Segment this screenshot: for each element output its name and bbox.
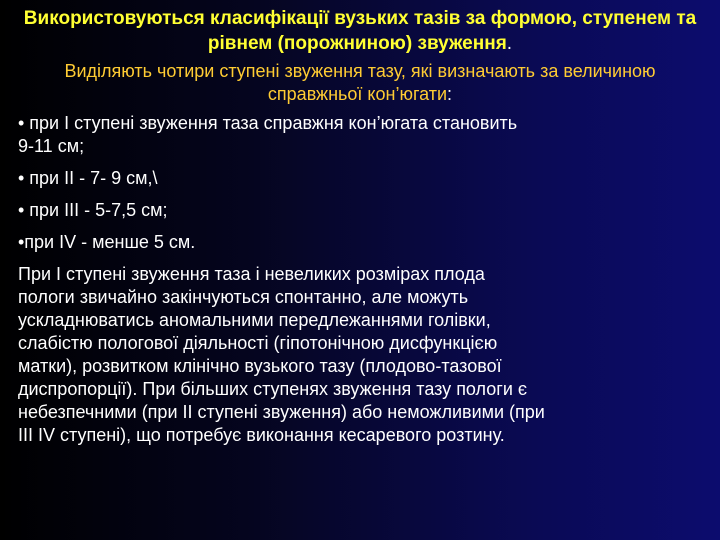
paragraph-line: матки), розвитком клінічно вузького тазу (плодово-тазової: [18, 356, 502, 376]
slide-subtitle-text: Виділяють чотири ступені звуження тазу, які визначають за величиною справжньої кон’югати: [64, 61, 656, 104]
bullet-item-4: •при IV - менше 5 см.: [18, 232, 196, 252]
bullet-item-1-line1: • при І ступені звуження таза справжня кон’югата становить: [18, 113, 518, 133]
slide-body: [18, 112, 702, 447]
slide-title-text: Використовуються класифікації вузьких тазів за формою, ступенем та рівнем (порожниною) звуження: [23, 8, 697, 54]
description-paragraph: [18, 263, 702, 447]
slide-subtitle: [18, 60, 702, 106]
paragraph-line: ускладнюватись аномальними передлежаннями голівки,: [18, 310, 491, 330]
paragraph-line: слабістю пологової діяльності (гіпотонічною дисфункцією: [18, 333, 498, 353]
paragraph-line: небезпечними (при ІІ ступені звуження) або неможливими (при: [18, 402, 545, 422]
bullet-item-1: [18, 112, 702, 158]
bullet-item-3: • при ІІІ - 5-7,5 см;: [18, 200, 168, 220]
paragraph-line: ІІІ IV ступені), що потребує виконання кесаревого розтину.: [18, 425, 505, 445]
paragraph-line: пологи звичайно закінчуються спонтанно, але можуть: [18, 287, 469, 307]
slide-subtitle-end: :: [447, 84, 453, 104]
slide-title-end: .: [506, 33, 513, 54]
paragraph-line: При І ступені звуження таза і невеликих розмірах плода: [18, 264, 485, 284]
bullet-item-2: • при ІІ - 7- 9 см,\: [18, 168, 158, 188]
bullet-item-1-line2: 9-11 см;: [18, 136, 85, 156]
slide-title: [18, 6, 702, 56]
paragraph-line: диспропорції). При більших ступенях звуження тазу пологи є: [18, 379, 528, 399]
